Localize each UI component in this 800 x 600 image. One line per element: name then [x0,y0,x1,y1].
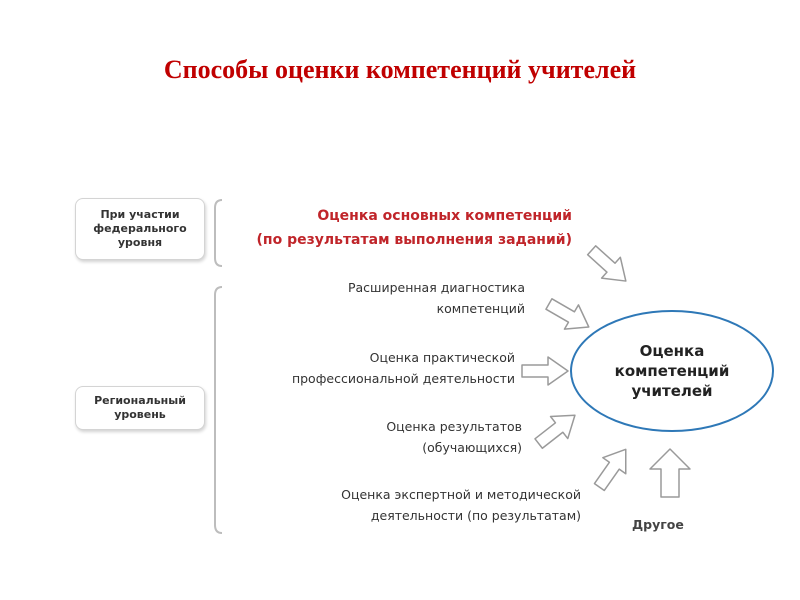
arrow-other [650,449,690,497]
arrow-main [582,240,635,292]
federal-level-box [75,198,205,260]
regional-level-box [75,386,205,430]
center-ellipse [570,310,774,432]
other-label: Другое [632,517,684,532]
method-main-competencies: Оценка основных компетенций (по результатам выполнения заданий) [256,208,572,248]
federal-level-label: При участии федерального уровня [93,208,187,249]
regional-bracket [215,287,222,533]
page-title: Способы оценки компетенций учителей [163,55,637,84]
method-practical-activity: Оценка практической профессиональной деятельности [291,350,515,386]
arrow-practical [522,357,568,385]
method-expert-activity: Оценка экспертной и методической деятельности (по результатам) [341,487,581,523]
center-label: Оценка компетенций учителей [614,342,730,400]
arrow-extended [542,292,596,339]
method-extended-diagnostics: Расширенная диагностика компетенций [347,280,525,316]
federal-bracket [215,200,222,266]
arrow-expert [588,441,637,495]
arrow-students [530,404,583,454]
regional-level-label: Региональный уровень [94,394,186,421]
method-student-results: Оценка результатов (обучающихся) [386,419,522,455]
